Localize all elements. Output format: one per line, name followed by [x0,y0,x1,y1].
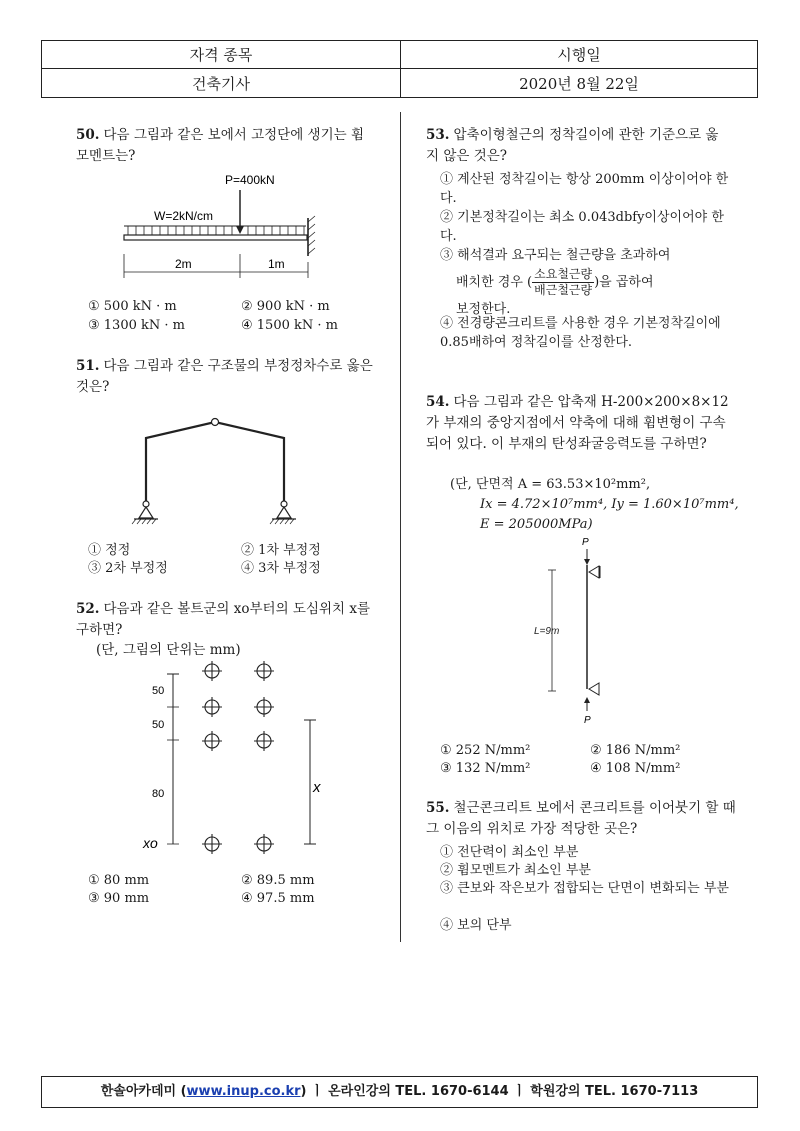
q53-option-3[interactable] [440,246,740,319]
q50-span2-label: 1m [268,257,285,271]
q55-number: 55. [426,800,450,816]
footer-link[interactable]: www.inup.co.kr [186,1084,301,1099]
q53-number: 53. [426,127,450,143]
q52-dim-80: 80 [152,788,165,800]
q52-dim-50-top: 50 [152,685,165,697]
q53-text: 압축이형철근의 정착길이에 관한 기준으로 옳지 않은 것은? [426,127,719,164]
beam [124,235,307,240]
q53-option-3-line3: 보정한다. [456,302,511,317]
q51-option-3[interactable]: ③ 2차 부정정 [88,561,168,576]
q50-option-2[interactable]: ② 900 kN · m [241,299,330,314]
q52-origin-label: xo [143,835,158,851]
footer [41,1076,758,1108]
q54-condition-3: E = 205000MPa) [480,517,593,532]
q54-option-3[interactable]: ③ 132 N/mm² [440,761,531,776]
q55-option-2[interactable]: ② 휨모멘트가 최소인 부분 [440,863,591,878]
q54-stem [426,392,736,455]
q51-text: 다음 그림과 같은 구조물의 부정정차수로 옳은 것은? [76,358,373,395]
q50-stem [76,125,376,167]
q53-option-3-pre: 배치한 경우 ( [456,275,533,290]
footer-academy: 한솔아카데미 ( [100,1084,187,1099]
q53-fraction-numerator: 소요철근량 [534,267,593,281]
q53-fraction-denominator: 배근철근량 [534,283,593,297]
footer-contact: ) ㅣ 온라인강의 TEL. 1670-6144 ㅣ 학원강의 TEL. 1670-7113 [300,1084,699,1099]
q52-text: 다음과 같은 볼트군의 xo부터의 도심위치 x를 구하면? [76,601,371,638]
q55-text: 철근콘크리트 보에서 콘크리트를 이어붓기 할 때 그 이음의 위치로 가장 적당한 곳은? [426,800,736,837]
q50-span1-label: 2m [175,257,192,271]
left-pin-support [139,507,153,518]
q54-text: 다음 그림과 같은 압축재 H-200×200×8×12가 부재의 중앙지점에서 약축에 대해 휨변형이 구속되어 있다. 이 부재의 탄성좌굴응력도를 구하면? [426,394,729,452]
q50-beam-figure [110,168,325,283]
header-subject: 건축기사 [192,75,250,93]
q51-option-1[interactable]: ① 정정 [88,543,131,558]
q54-option-4[interactable]: ④ 108 N/mm² [590,761,681,776]
q50-number: 50. [76,127,100,143]
q53-option-4[interactable]: ④ 전경량콘크리트를 사용한 경우 기본정착길이에 0.85배하여 정착길이를 산정한다. [440,316,721,350]
q54-length-label: L=9m [534,626,560,637]
q55-option-4[interactable]: ④ 보의 단부 [440,918,512,933]
q50-load-point-label: P=400kN [225,173,275,187]
q50-option-4[interactable]: ④ 1500 kN · m [241,318,338,333]
q53-option-3-line2 [456,267,740,298]
q53-stem [426,125,726,167]
q52-dim-50-mid: 50 [152,719,165,731]
bottom-support [589,683,599,695]
q54-p-top-label: P [582,537,589,548]
q53-fraction [532,267,594,298]
q52-note: (단, 그림의 단위는 mm) [96,642,241,658]
right-pin-support [277,507,291,518]
q55-option-3[interactable]: ③ 큰보와 작은보가 접합되는 단면이 변화되는 부분 [440,881,729,896]
q52-option-1[interactable]: ① 80 mm [88,873,150,888]
q52-option-3[interactable]: ③ 90 mm [88,891,150,906]
q51-stem [76,356,376,398]
q54-number: 54. [426,394,450,410]
header-date: 2020년 8월 22일 [519,75,639,93]
header-col2-label: 시행일 [557,46,601,64]
q55-stem [426,798,736,840]
bolt-group [202,661,274,854]
q54-column-figure [520,535,630,730]
top-support [589,566,599,578]
q52-stem [76,599,386,641]
q50-option-3[interactable]: ③ 1300 kN · m [88,318,185,333]
q52-bolt-figure [140,660,340,860]
q52-x-label: x [313,779,321,796]
q51-number: 51. [76,358,100,374]
q54-option-1[interactable]: ① 252 N/mm² [440,743,531,758]
q52-option-4[interactable]: ④ 97.5 mm [241,891,315,906]
q51-frame-figure [130,412,300,530]
q54-condition-1: (단, 단면적 A = 63.53×10²mm², [450,477,651,492]
q51-option-2[interactable]: ② 1차 부정정 [241,543,321,558]
q55-option-1[interactable]: ① 전단력이 최소인 부분 [440,845,579,860]
q50-option-1[interactable]: ① 500 kN · m [88,299,177,314]
header-table [41,40,758,98]
distributed-load-arrows [128,226,304,235]
q53-option-3-post: )을 곱하여 [594,275,654,290]
frame-members [146,422,284,502]
q53-option-1[interactable]: ① 계산된 정착길이는 항상 200mm 이상이어야 한다. [440,172,729,206]
q53-option-2[interactable]: ② 기본정착길이는 최소 0.043dbfy이상이어야 한다. [440,210,724,244]
column-separator [400,112,401,942]
q53-option-3-line1: ③ 해석결과 요구되는 철근량을 초과하여 [440,248,671,263]
q50-text: 다음 그림과 같은 보에서 고정단에 생기는 휨모멘트는? [76,127,364,164]
header-divider [42,68,757,69]
q54-option-2[interactable]: ② 186 N/mm² [590,743,681,758]
hinge [212,419,219,426]
header-col1-label: 자격 종목 [189,46,253,64]
q54-condition-2: Ix = 4.72×10⁷mm⁴, Iy = 1.60×10⁷mm⁴, [480,497,739,512]
q50-load-dist-label: W=2kN/cm [154,209,214,223]
q52-option-2[interactable]: ② 89.5 mm [241,873,315,888]
q51-option-4[interactable]: ④ 3차 부정정 [241,561,321,576]
q52-number: 52. [76,601,100,617]
q54-p-bottom-label: P [584,715,591,726]
